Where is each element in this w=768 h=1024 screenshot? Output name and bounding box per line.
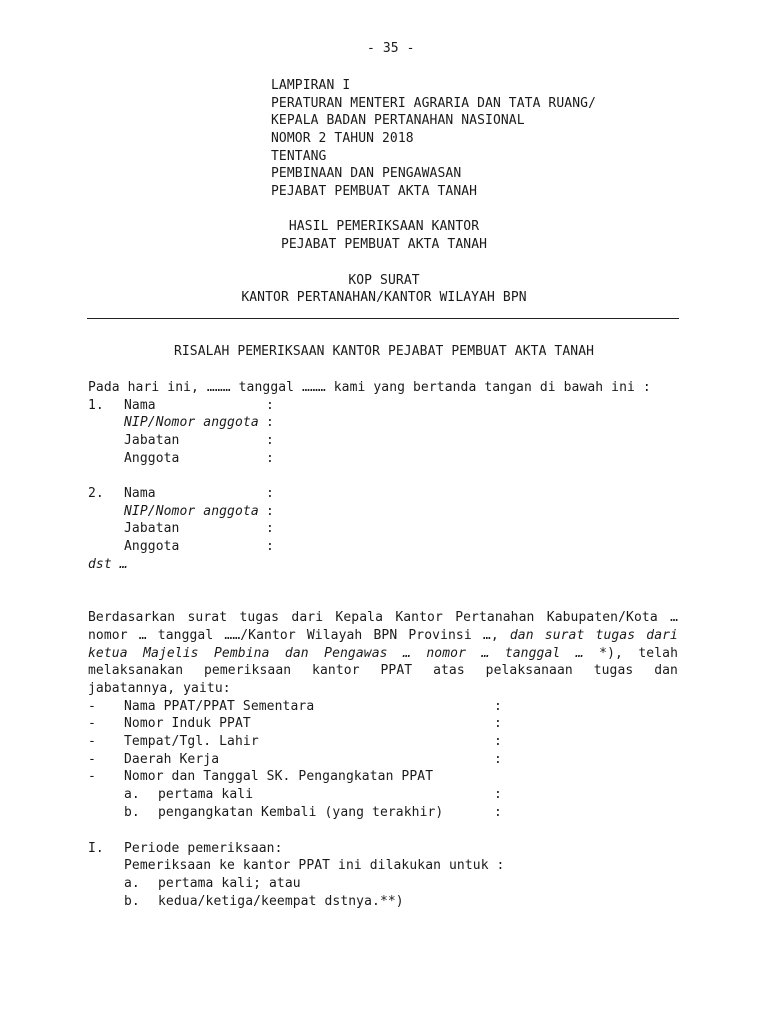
bullet: -	[88, 716, 96, 731]
section-number: I.	[88, 841, 104, 856]
option-text: kedua/ketiga/keempat dstnya.**)	[158, 894, 404, 909]
kop-surat-office: KANTOR PERTANAHAN/KANTOR WILAYAH BPN	[241, 290, 527, 305]
member-number: 1.	[88, 398, 104, 413]
member-field-label: Jabatan	[124, 433, 180, 448]
member-field-colon: :	[266, 486, 274, 501]
member-number: 2.	[88, 486, 104, 501]
sk-sub-label: pengangkatan Kembali (yang terakhir)	[158, 805, 444, 820]
paragraph-line	[88, 627, 678, 645]
member-field-label: NIP/Nomor anggota	[124, 415, 259, 430]
ppat-field-colon: :	[494, 699, 502, 714]
member-field-colon: :	[266, 415, 274, 430]
sub-letter: b.	[124, 805, 140, 820]
bullet: -	[88, 734, 96, 749]
sk-sub-colon: :	[494, 787, 502, 802]
ppat-field-colon: :	[494, 734, 502, 749]
doc-title-line2: PEJABAT PEMBUAT AKTA TANAH	[280, 237, 488, 252]
member-field-colon: :	[266, 451, 274, 466]
sk-sub-label: pertama kali	[158, 787, 254, 802]
paragraph-line: Berdasarkan surat tugas dari Kepala Kantor Pertanahan Kabupaten/Kota …	[88, 610, 678, 625]
dst-text: dst …	[88, 557, 128, 572]
ppat-field-colon: :	[494, 752, 502, 767]
paragraph-text: nomor … tanggal ……/Kantor Wilayah BPN Provinsi …,	[88, 628, 499, 643]
paragraph-line	[88, 645, 678, 663]
ppat-field-label: Nomor dan Tanggal SK. Pengangkatan PPAT	[124, 769, 434, 784]
ppat-field-label: Nomor Induk PPAT	[124, 716, 251, 731]
member-field-colon: :	[266, 398, 274, 413]
bullet: -	[88, 752, 96, 767]
sub-letter: a.	[124, 787, 140, 802]
member-field-label: Nama	[124, 398, 156, 413]
member-field-label: NIP/Nomor anggota	[124, 504, 259, 519]
member-field-colon: :	[266, 504, 274, 519]
paragraph-line: melaksanakan pemeriksaan kantor PPAT atas pelaksanaan tugas dan	[88, 663, 678, 678]
member-field-label: Anggota	[124, 451, 180, 466]
ppat-field-label: Tempat/Tgl. Lahir	[124, 734, 259, 749]
section-subtext: Pemeriksaan ke kantor PPAT ini dilakukan untuk :	[124, 858, 505, 873]
lampiran-line: PEJABAT PEMBUAT AKTA TANAH	[271, 184, 478, 199]
paragraph-text: *), telah	[599, 646, 678, 661]
bullet: -	[88, 699, 96, 714]
section-heading: Periode pemeriksaan:	[124, 841, 283, 856]
ppat-field-label: Daerah Kerja	[124, 752, 220, 767]
member-field-label: Jabatan	[124, 521, 180, 536]
member-field-colon: :	[266, 521, 274, 536]
paragraph-text-italic: dan surat tugas dari	[509, 628, 678, 643]
paragraph-text-italic: ketua Majelis Pembina dan Pengawas … nomor … tanggal …	[88, 646, 584, 661]
member-field-label: Anggota	[124, 539, 180, 554]
lampiran-line: KEPALA BADAN PERTANAHAN NASIONAL	[271, 113, 525, 128]
kop-surat-label: KOP SURAT	[348, 273, 420, 288]
lampiran-line: TENTANG	[271, 149, 327, 164]
option-text: pertama kali; atau	[158, 876, 301, 891]
risalah-title: RISALAH PEMERIKSAAN KANTOR PEJABAT PEMBUAT AKTA TANAH	[173, 344, 595, 359]
option-letter: a.	[124, 876, 140, 891]
doc-title-line1: HASIL PEMERIKSAAN KANTOR	[288, 219, 480, 234]
lampiran-line: PEMBINAAN DAN PENGAWASAN	[271, 166, 462, 181]
paragraph-line: jabatannya, yaitu:	[88, 681, 231, 696]
bullet: -	[88, 769, 96, 784]
header-divider	[87, 318, 679, 319]
member-field-label: Nama	[124, 486, 156, 501]
ppat-field-label: Nama PPAT/PPAT Sementara	[124, 699, 315, 714]
member-field-colon: :	[266, 433, 274, 448]
intro-text: Pada hari ini, ……… tanggal ……… kami yang bertanda tangan di bawah ini :	[88, 380, 651, 395]
sk-sub-colon: :	[494, 805, 502, 820]
option-letter: b.	[124, 894, 140, 909]
member-field-colon: :	[266, 539, 274, 554]
lampiran-line: PERATURAN MENTERI AGRARIA DAN TATA RUANG/	[271, 96, 596, 111]
page-number: - 35 -	[367, 41, 415, 56]
lampiran-line: NOMOR 2 TAHUN 2018	[271, 131, 414, 146]
lampiran-line: LAMPIRAN I	[271, 78, 351, 93]
ppat-field-colon: :	[494, 716, 502, 731]
